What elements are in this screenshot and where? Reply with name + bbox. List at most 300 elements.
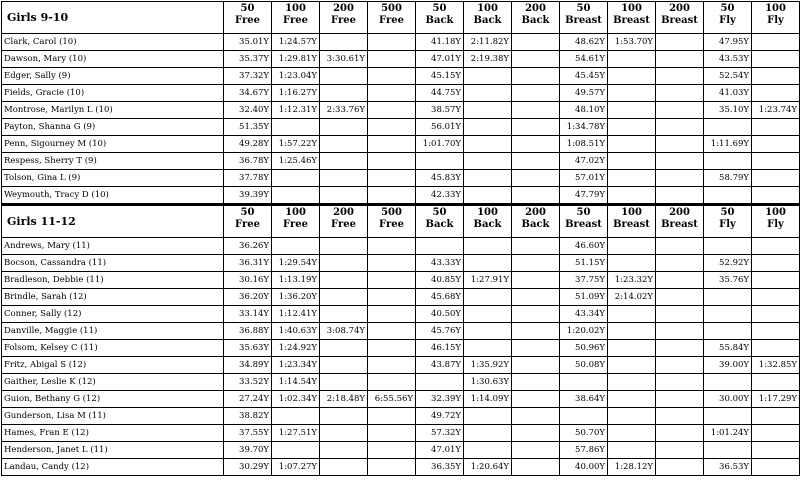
column-header — [704, 2, 752, 34]
column-distance: 100 — [621, 207, 642, 218]
column-header — [752, 206, 800, 238]
time-cell — [656, 102, 704, 119]
time-cell — [512, 255, 560, 272]
column-stroke: Breast — [613, 219, 650, 230]
time-cell: 42.33Y — [416, 187, 464, 205]
swimmer-name: Guion, Bethany G (12) — [2, 391, 224, 408]
time-cell: 1:20.64Y — [464, 459, 512, 476]
column-stroke: Free — [379, 15, 404, 26]
column-header — [608, 206, 656, 238]
column-stroke: Breast — [661, 15, 698, 26]
time-cell — [512, 425, 560, 442]
time-cell: 3:08.74Y — [320, 323, 368, 340]
column-stroke: Fly — [719, 219, 736, 230]
time-cell: 44.75Y — [416, 85, 464, 102]
time-cell — [272, 170, 320, 187]
time-cell — [368, 357, 416, 374]
column-distance: 50 — [432, 207, 447, 218]
swimmer-row — [2, 340, 800, 357]
time-cell: 1:01.24Y — [704, 425, 752, 442]
time-cell — [656, 170, 704, 187]
column-header — [224, 206, 272, 238]
time-cell: 36.88Y — [224, 323, 272, 340]
time-cell: 47.79Y — [560, 187, 608, 205]
time-cell: 1:23.32Y — [608, 272, 656, 289]
column-distance: 200 — [669, 3, 690, 14]
column-stroke: Free — [331, 15, 356, 26]
swimmer-name: Tolson, Gina L (9) — [2, 170, 224, 187]
column-header — [368, 206, 416, 238]
column-stroke: Free — [379, 219, 404, 230]
column-stroke: Back — [521, 219, 550, 230]
time-cell: 38.57Y — [416, 102, 464, 119]
time-cell: 1:29.81Y — [272, 51, 320, 68]
time-cell — [656, 374, 704, 391]
column-header — [368, 2, 416, 34]
column-header — [512, 2, 560, 34]
time-cell — [464, 187, 512, 205]
time-cell — [512, 102, 560, 119]
time-cell: 1:30.63Y — [464, 374, 512, 391]
time-cell: 30.00Y — [704, 391, 752, 408]
time-cell: 38.64Y — [560, 391, 608, 408]
swimmer-name: Fields, Gracie (10) — [2, 85, 224, 102]
time-cell — [368, 374, 416, 391]
time-cell: 35.01Y — [224, 34, 272, 51]
time-cell: 30.29Y — [224, 459, 272, 476]
column-stroke: Free — [235, 15, 260, 26]
swimmer-row — [2, 85, 800, 102]
time-cell — [608, 442, 656, 459]
time-cell — [368, 102, 416, 119]
time-cell — [608, 425, 656, 442]
time-cell: 36.26Y — [224, 238, 272, 255]
time-cell: 30.16Y — [224, 272, 272, 289]
time-cell — [752, 408, 800, 425]
time-cell — [512, 238, 560, 255]
column-stroke: Back — [473, 15, 502, 26]
time-cell — [272, 187, 320, 205]
time-cell — [704, 323, 752, 340]
time-cell — [320, 425, 368, 442]
time-cell: 49.72Y — [416, 408, 464, 425]
time-cell — [464, 102, 512, 119]
time-cell: 51.09Y — [560, 289, 608, 306]
time-cell: 41.03Y — [704, 85, 752, 102]
time-cell: 37.32Y — [224, 68, 272, 85]
time-cell: 36.20Y — [224, 289, 272, 306]
time-cell: 50.96Y — [560, 340, 608, 357]
time-cell — [416, 238, 464, 255]
swimmer-name: Bradleson, Debbie (11) — [2, 272, 224, 289]
time-cell — [512, 119, 560, 136]
time-cell: 1:14.54Y — [272, 374, 320, 391]
swimmer-row — [2, 238, 800, 255]
swimmer-row — [2, 425, 800, 442]
swimmer-name: Bocson, Cassandra (11) — [2, 255, 224, 272]
time-cell — [464, 238, 512, 255]
time-cell — [608, 391, 656, 408]
time-cell — [368, 408, 416, 425]
time-cell — [608, 255, 656, 272]
time-cell — [512, 340, 560, 357]
swimmer-name: Dawson, Mary (10) — [2, 51, 224, 68]
column-distance: 100 — [285, 207, 306, 218]
time-cell — [752, 272, 800, 289]
swimmer-row — [2, 153, 800, 170]
swimmer-name: Weymouth, Tracy D (10) — [2, 187, 224, 205]
time-cell — [704, 289, 752, 306]
time-cell — [272, 408, 320, 425]
time-cell — [656, 85, 704, 102]
time-cell — [656, 51, 704, 68]
time-cell — [704, 442, 752, 459]
column-distance: 50 — [576, 207, 591, 218]
time-cell — [320, 289, 368, 306]
time-cell — [464, 85, 512, 102]
time-cell — [608, 102, 656, 119]
time-cell — [704, 187, 752, 205]
time-cell: 50.70Y — [560, 425, 608, 442]
time-cell: 45.83Y — [416, 170, 464, 187]
column-header — [608, 2, 656, 34]
time-cell — [368, 425, 416, 442]
swimmer-row — [2, 408, 800, 425]
column-header — [560, 2, 608, 34]
time-cell — [608, 408, 656, 425]
column-header — [224, 2, 272, 34]
time-cell — [464, 136, 512, 153]
column-distance: 100 — [477, 207, 498, 218]
time-cell — [512, 187, 560, 205]
time-cell — [752, 238, 800, 255]
time-cell — [512, 68, 560, 85]
column-header — [272, 2, 320, 34]
swimmer-row — [2, 357, 800, 374]
time-cell: 57.86Y — [560, 442, 608, 459]
time-cell: 51.15Y — [560, 255, 608, 272]
time-cell: 39.39Y — [224, 187, 272, 205]
column-header — [512, 206, 560, 238]
time-cell — [272, 442, 320, 459]
column-distance: 500 — [381, 207, 402, 218]
time-cell — [320, 255, 368, 272]
time-cell — [512, 408, 560, 425]
swimmer-name: Folsom, Kelsey C (11) — [2, 340, 224, 357]
column-header — [752, 2, 800, 34]
time-cell — [368, 170, 416, 187]
column-distance: 50 — [720, 3, 735, 14]
time-cell — [608, 374, 656, 391]
time-cell: 1:11.69Y — [704, 136, 752, 153]
time-cell: 1:02.34Y — [272, 391, 320, 408]
time-cell: 37.75Y — [560, 272, 608, 289]
time-cell: 1:08.51Y — [560, 136, 608, 153]
time-cell — [464, 68, 512, 85]
time-cell: 1:12.31Y — [272, 102, 320, 119]
time-cell: 1:25.46Y — [272, 153, 320, 170]
time-cell — [464, 340, 512, 357]
time-cell — [512, 170, 560, 187]
column-header — [320, 206, 368, 238]
time-cell — [656, 340, 704, 357]
time-cell — [464, 323, 512, 340]
time-cell — [656, 187, 704, 205]
column-distance: 100 — [477, 3, 498, 14]
time-cell: 33.14Y — [224, 306, 272, 323]
time-cell: 1:57.22Y — [272, 136, 320, 153]
time-cell — [512, 357, 560, 374]
time-cell: 41.18Y — [416, 34, 464, 51]
swimmer-row — [2, 374, 800, 391]
group-header-row — [2, 2, 800, 34]
time-cell — [752, 119, 800, 136]
time-cell — [368, 85, 416, 102]
time-cell: 47.01Y — [416, 51, 464, 68]
time-cell — [704, 119, 752, 136]
column-header — [464, 2, 512, 34]
swimmer-row — [2, 459, 800, 476]
time-cell — [656, 459, 704, 476]
column-stroke: Fly — [767, 219, 784, 230]
column-stroke: Breast — [565, 15, 602, 26]
time-cell — [368, 68, 416, 85]
time-cell — [608, 153, 656, 170]
swimmer-row — [2, 102, 800, 119]
time-cell: 48.10Y — [560, 102, 608, 119]
time-cell — [512, 85, 560, 102]
time-cell — [752, 136, 800, 153]
time-cell — [464, 306, 512, 323]
time-cell — [656, 68, 704, 85]
time-cell: 36.35Y — [416, 459, 464, 476]
swimmer-row — [2, 170, 800, 187]
time-cell — [320, 187, 368, 205]
time-cell: 43.34Y — [560, 306, 608, 323]
time-cell: 40.50Y — [416, 306, 464, 323]
time-cell: 35.76Y — [704, 272, 752, 289]
time-cell — [320, 136, 368, 153]
time-cell: 1:24.57Y — [272, 34, 320, 51]
time-cell: 43.33Y — [416, 255, 464, 272]
time-cell — [368, 442, 416, 459]
time-cell: 43.87Y — [416, 357, 464, 374]
time-cell: 1:35.92Y — [464, 357, 512, 374]
swimmer-row — [2, 187, 800, 205]
swim-times-table — [1, 1, 800, 476]
time-cell: 47.95Y — [704, 34, 752, 51]
time-cell — [608, 340, 656, 357]
time-cell — [608, 119, 656, 136]
time-cell — [368, 238, 416, 255]
time-cell — [512, 153, 560, 170]
swimmer-name: Edger, Sally (9) — [2, 68, 224, 85]
column-stroke: Back — [425, 15, 454, 26]
column-stroke: Back — [425, 219, 454, 230]
time-cell — [368, 255, 416, 272]
time-cell — [512, 51, 560, 68]
time-cell — [752, 68, 800, 85]
time-cell — [320, 34, 368, 51]
swimmer-row — [2, 136, 800, 153]
column-stroke: Breast — [661, 219, 698, 230]
swimmer-row — [2, 255, 800, 272]
time-cell — [752, 323, 800, 340]
time-cell — [560, 374, 608, 391]
time-cell: 1:28.12Y — [608, 459, 656, 476]
column-header — [464, 206, 512, 238]
time-cell: 40.00Y — [560, 459, 608, 476]
time-cell — [368, 459, 416, 476]
column-distance: 50 — [576, 3, 591, 14]
time-cell — [560, 408, 608, 425]
column-distance: 50 — [432, 3, 447, 14]
time-cell: 1:07.27Y — [272, 459, 320, 476]
time-cell — [656, 306, 704, 323]
time-cell: 1:24.92Y — [272, 340, 320, 357]
column-header — [416, 2, 464, 34]
time-cell — [752, 442, 800, 459]
swimmer-row — [2, 119, 800, 136]
column-stroke: Free — [283, 219, 308, 230]
time-cell — [512, 306, 560, 323]
time-cell: 55.84Y — [704, 340, 752, 357]
time-cell — [608, 136, 656, 153]
time-cell: 1:17.29Y — [752, 391, 800, 408]
time-cell: 1:40.63Y — [272, 323, 320, 340]
time-cell: 1:23.74Y — [752, 102, 800, 119]
time-cell: 27.24Y — [224, 391, 272, 408]
column-distance: 100 — [621, 3, 642, 14]
time-cell: 46.60Y — [560, 238, 608, 255]
time-cell — [704, 306, 752, 323]
time-cell — [656, 425, 704, 442]
time-cell — [272, 238, 320, 255]
time-cell — [320, 238, 368, 255]
swimmer-row — [2, 34, 800, 51]
column-distance: 200 — [669, 207, 690, 218]
column-header — [320, 2, 368, 34]
time-cell: 49.57Y — [560, 85, 608, 102]
time-cell — [752, 170, 800, 187]
column-distance: 200 — [333, 3, 354, 14]
time-cell — [656, 289, 704, 306]
time-cell — [656, 153, 704, 170]
swimmer-name: Penn, Sigourney M (10) — [2, 136, 224, 153]
time-cell — [512, 442, 560, 459]
swimmer-name: Respess, Sherry T (9) — [2, 153, 224, 170]
time-cell — [704, 374, 752, 391]
time-cell — [320, 272, 368, 289]
time-cell — [368, 306, 416, 323]
time-cell: 34.89Y — [224, 357, 272, 374]
time-cell: 40.85Y — [416, 272, 464, 289]
time-cell: 2:33.76Y — [320, 102, 368, 119]
column-distance: 50 — [240, 207, 255, 218]
swimmer-name: Conner, Sally (12) — [2, 306, 224, 323]
time-cell — [416, 374, 464, 391]
time-cell — [320, 374, 368, 391]
swimmer-row — [2, 306, 800, 323]
time-cell — [320, 408, 368, 425]
column-stroke: Free — [235, 219, 260, 230]
time-cell: 54.61Y — [560, 51, 608, 68]
group-title: Girls 9-10 — [2, 2, 224, 34]
time-cell: 56.01Y — [416, 119, 464, 136]
time-cell: 6:55.56Y — [368, 391, 416, 408]
time-cell: 2:14.02Y — [608, 289, 656, 306]
time-cell — [368, 272, 416, 289]
swimmer-row — [2, 68, 800, 85]
time-cell — [608, 85, 656, 102]
time-cell — [464, 153, 512, 170]
time-cell: 34.67Y — [224, 85, 272, 102]
column-distance: 200 — [525, 207, 546, 218]
time-cell: 47.01Y — [416, 442, 464, 459]
time-cell — [656, 238, 704, 255]
time-cell: 57.01Y — [560, 170, 608, 187]
time-cell: 1:14.09Y — [464, 391, 512, 408]
time-cell: 1:34.78Y — [560, 119, 608, 136]
time-cell — [656, 357, 704, 374]
time-cell: 1:23.34Y — [272, 357, 320, 374]
swimmer-name: Brindle, Sarah (12) — [2, 289, 224, 306]
time-cell — [752, 425, 800, 442]
time-cell: 38.82Y — [224, 408, 272, 425]
swimmer-name: Gaither, Leslie K (12) — [2, 374, 224, 391]
time-cell — [368, 340, 416, 357]
time-cell: 39.70Y — [224, 442, 272, 459]
swimmer-name: Fritz, Abigal S (12) — [2, 357, 224, 374]
column-distance: 50 — [240, 3, 255, 14]
time-cell — [752, 459, 800, 476]
time-cell: 45.68Y — [416, 289, 464, 306]
time-cell — [608, 170, 656, 187]
column-distance: 500 — [381, 3, 402, 14]
time-cell — [608, 51, 656, 68]
time-cell: 3:30.61Y — [320, 51, 368, 68]
column-header — [272, 206, 320, 238]
column-distance: 200 — [525, 3, 546, 14]
time-cell — [464, 442, 512, 459]
time-cell: 39.00Y — [704, 357, 752, 374]
time-cell: 1:20.02Y — [560, 323, 608, 340]
time-cell: 45.76Y — [416, 323, 464, 340]
time-cell: 33.52Y — [224, 374, 272, 391]
time-cell — [656, 323, 704, 340]
time-cell: 36.31Y — [224, 255, 272, 272]
time-cell — [752, 289, 800, 306]
column-stroke: Back — [473, 219, 502, 230]
group-title: Girls 11-12 — [2, 206, 224, 238]
time-cell — [464, 119, 512, 136]
time-cell: 1:27.51Y — [272, 425, 320, 442]
time-cell — [656, 442, 704, 459]
time-cell — [512, 289, 560, 306]
swimmer-name: Andrews, Mary (11) — [2, 238, 224, 255]
time-cell: 35.63Y — [224, 340, 272, 357]
time-cell: 1:13.19Y — [272, 272, 320, 289]
column-header — [416, 206, 464, 238]
time-cell — [752, 306, 800, 323]
column-distance: 100 — [285, 3, 306, 14]
time-cell — [752, 340, 800, 357]
swimmer-row — [2, 272, 800, 289]
time-cell — [752, 51, 800, 68]
time-cell — [752, 153, 800, 170]
time-cell: 45.15Y — [416, 68, 464, 85]
swimmer-name: Hames, Fran E (12) — [2, 425, 224, 442]
